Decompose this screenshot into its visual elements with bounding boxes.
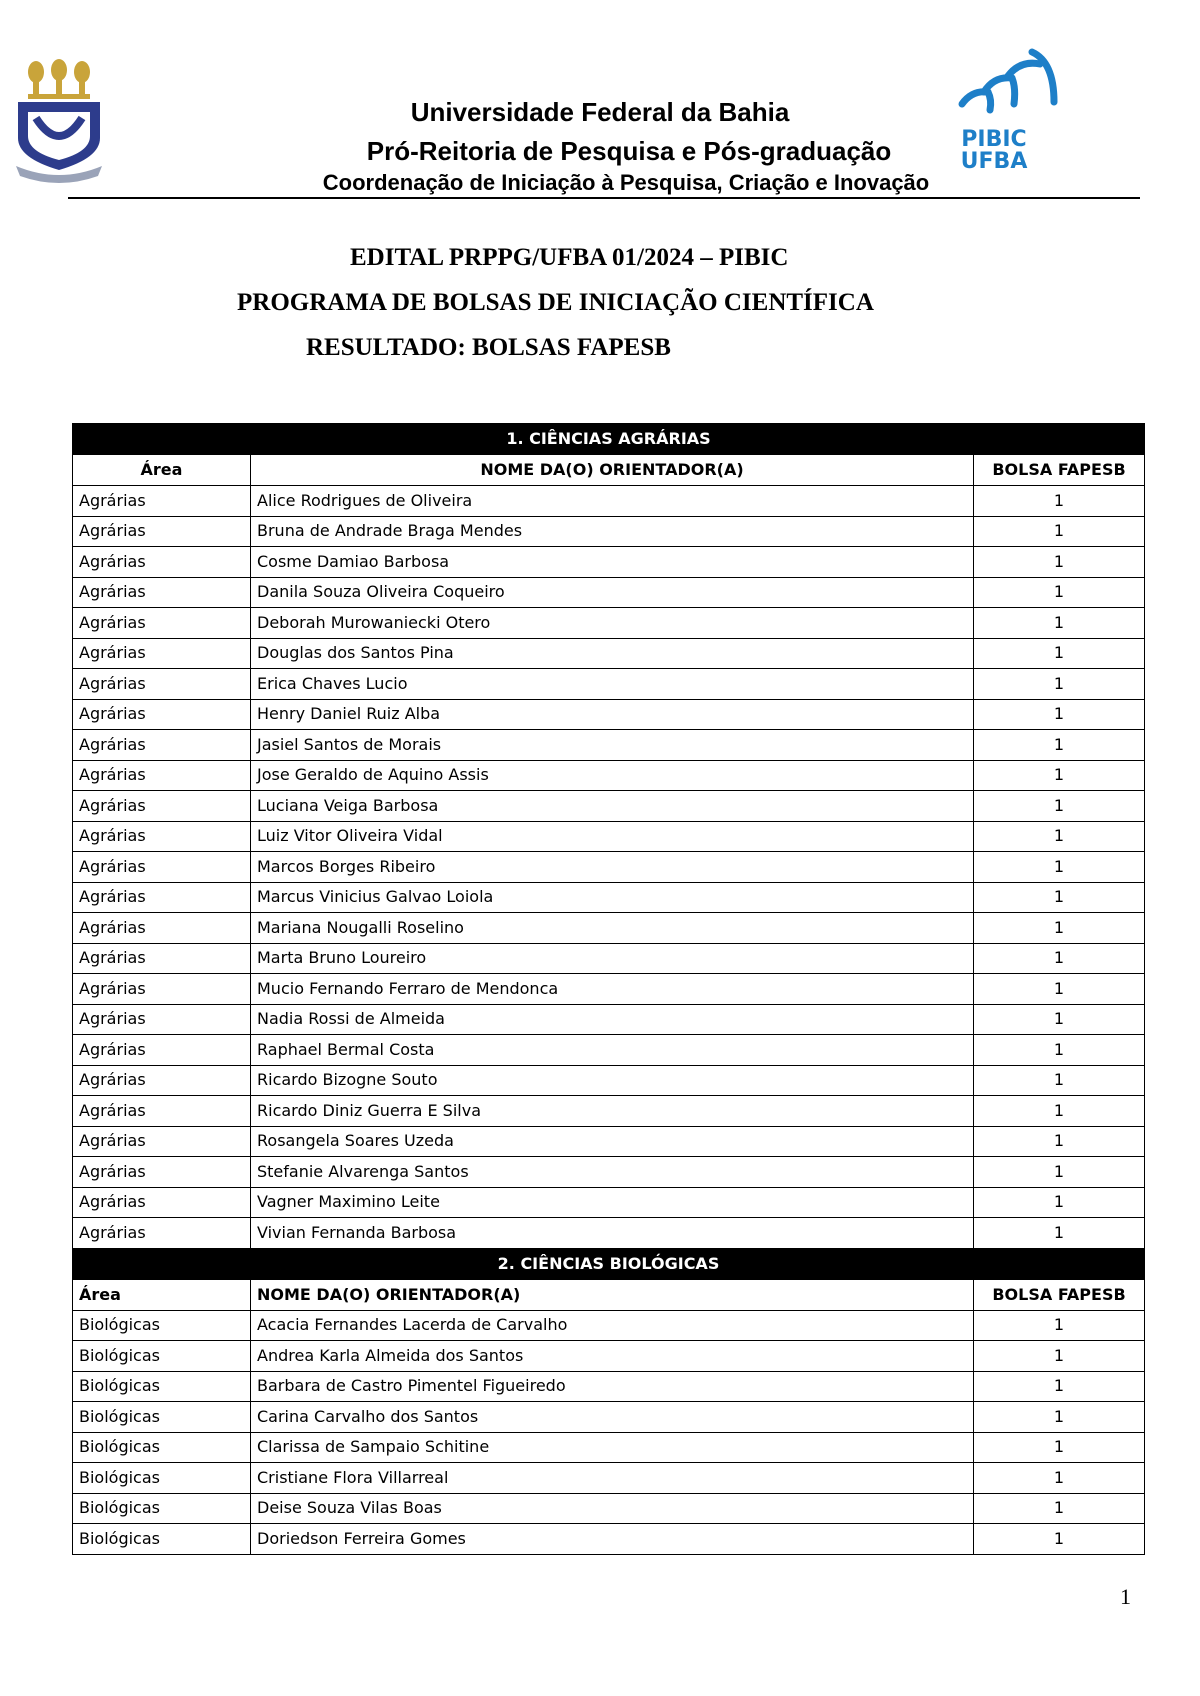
result-title: RESULTADO: BOLSAS FAPESB: [306, 334, 671, 361]
advisor-name-cell: Cosme Damiao Barbosa: [251, 547, 974, 578]
area-cell: Biológicas: [73, 1432, 251, 1463]
advisor-name-cell: Danila Souza Oliveira Coqueiro: [251, 577, 974, 608]
bolsa-count-cell: 1: [974, 1126, 1145, 1157]
advisor-name-cell: Marcus Vinicius Galvao Loiola: [251, 882, 974, 913]
area-cell: Agrárias: [73, 638, 251, 669]
bolsa-count-cell: 1: [974, 1402, 1145, 1433]
edital-title: EDITAL PRPPG/UFBA 01/2024 – PIBIC: [350, 244, 789, 271]
bolsa-count-cell: 1: [974, 577, 1145, 608]
area-cell: Agrárias: [73, 852, 251, 883]
results-table: [72, 423, 1145, 1555]
area-cell: Agrárias: [73, 1157, 251, 1188]
bolsa-count-cell: 1: [974, 669, 1145, 700]
bolsa-count-cell: 1: [974, 1004, 1145, 1035]
table-row: [73, 1432, 1145, 1463]
area-cell: Agrárias: [73, 760, 251, 791]
column-header-row: [73, 455, 1145, 486]
advisor-name-cell: Marta Bruno Loureiro: [251, 943, 974, 974]
area-cell: Agrárias: [73, 1004, 251, 1035]
bolsa-count-cell: 1: [974, 1218, 1145, 1249]
table-row: [73, 516, 1145, 547]
pro-reitoria-name: Pró-Reitoria de Pesquisa e Pós-graduação: [366, 136, 892, 166]
university-name: Universidade Federal da Bahia: [410, 97, 790, 127]
advisor-name-cell: Bruna de Andrade Braga Mendes: [251, 516, 974, 547]
table-row: [73, 1035, 1145, 1066]
bolsa-count-cell: 1: [974, 608, 1145, 639]
bolsa-count-cell: 1: [974, 1157, 1145, 1188]
table-row: [73, 1187, 1145, 1218]
area-cell: Agrárias: [73, 608, 251, 639]
area-cell: Agrárias: [73, 547, 251, 578]
area-cell: Agrárias: [73, 669, 251, 700]
bolsa-count-cell: 1: [974, 1524, 1145, 1555]
advisor-name-cell: Jasiel Santos de Morais: [251, 730, 974, 761]
advisor-name-cell: Mariana Nougalli Roselino: [251, 913, 974, 944]
column-header-bolsa: BOLSA FAPESB: [974, 455, 1145, 486]
area-cell: Agrárias: [73, 1035, 251, 1066]
advisor-name-cell: Luciana Veiga Barbosa: [251, 791, 974, 822]
bolsa-count-cell: 1: [974, 852, 1145, 883]
bolsa-count-cell: 1: [974, 943, 1145, 974]
area-cell: Agrárias: [73, 699, 251, 730]
pibic-logo-text: PIBIC: [961, 127, 1027, 152]
advisor-name-cell: Raphael Bermal Costa: [251, 1035, 974, 1066]
table-row: [73, 1524, 1145, 1555]
column-header-area: Área: [73, 455, 251, 486]
header-divider: [68, 197, 1140, 199]
table-row: [73, 974, 1145, 1005]
bolsa-count-cell: 1: [974, 791, 1145, 822]
area-cell: Biológicas: [73, 1524, 251, 1555]
advisor-name-cell: Carina Carvalho dos Santos: [251, 1402, 974, 1433]
advisor-name-cell: Deise Souza Vilas Boas: [251, 1493, 974, 1524]
area-cell: Agrárias: [73, 1065, 251, 1096]
bolsa-count-cell: 1: [974, 974, 1145, 1005]
advisor-name-cell: Douglas dos Santos Pina: [251, 638, 974, 669]
bolsa-count-cell: 1: [974, 913, 1145, 944]
bolsa-count-cell: 1: [974, 821, 1145, 852]
bolsa-count-cell: 1: [974, 1035, 1145, 1066]
pibic-ufba-logo: [932, 42, 1062, 172]
advisor-name-cell: Clarissa de Sampaio Schitine: [251, 1432, 974, 1463]
section-title: 2. CIÊNCIAS BIOLÓGICAS: [73, 1248, 1145, 1279]
table-row: [73, 1157, 1145, 1188]
bolsa-count-cell: 1: [974, 1096, 1145, 1127]
section-header-row: [73, 424, 1145, 455]
advisor-name-cell: Erica Chaves Lucio: [251, 669, 974, 700]
table-row: [73, 608, 1145, 639]
table-row: [73, 1096, 1145, 1127]
bolsa-count-cell: 1: [974, 882, 1145, 913]
advisor-name-cell: Barbara de Castro Pimentel Figueiredo: [251, 1371, 974, 1402]
section-header-row: [73, 1248, 1145, 1279]
area-cell: Agrárias: [73, 486, 251, 517]
advisor-name-cell: Nadia Rossi de Almeida: [251, 1004, 974, 1035]
advisor-name-cell: Deborah Murowaniecki Otero: [251, 608, 974, 639]
table-row: [73, 730, 1145, 761]
program-title: PROGRAMA DE BOLSAS DE INICIAÇÃO CIENTÍFICA: [237, 289, 874, 316]
page-number: 1: [1120, 1584, 1131, 1609]
advisor-name-cell: Luiz Vitor Oliveira Vidal: [251, 821, 974, 852]
advisor-name-cell: Cristiane Flora Villarreal: [251, 1463, 974, 1494]
ufba-logo-text: UFBA: [960, 149, 1028, 172]
advisor-name-cell: Henry Daniel Ruiz Alba: [251, 699, 974, 730]
area-cell: Agrárias: [73, 577, 251, 608]
table-row: [73, 913, 1145, 944]
advisor-name-cell: Jose Geraldo de Aquino Assis: [251, 760, 974, 791]
area-cell: Agrárias: [73, 1218, 251, 1249]
area-cell: Agrárias: [73, 516, 251, 547]
column-header-bolsa: BOLSA FAPESB: [974, 1279, 1145, 1310]
column-header-name: NOME DA(O) ORIENTADOR(A): [251, 1279, 974, 1310]
bolsa-count-cell: 1: [974, 1310, 1145, 1341]
table-row: [73, 1004, 1145, 1035]
bolsa-count-cell: 1: [974, 638, 1145, 669]
table-row: [73, 699, 1145, 730]
table-row: [73, 1218, 1145, 1249]
area-cell: Agrárias: [73, 730, 251, 761]
area-cell: Agrárias: [73, 943, 251, 974]
area-cell: Agrárias: [73, 913, 251, 944]
table-row: [73, 1065, 1145, 1096]
coordenacao-name: Coordenação de Iniciação à Pesquisa, Criação e Inovação: [322, 170, 930, 195]
area-cell: Agrárias: [73, 1187, 251, 1218]
table-row: [73, 882, 1145, 913]
advisor-name-cell: Andrea Karla Almeida dos Santos: [251, 1341, 974, 1372]
bolsa-count-cell: 1: [974, 547, 1145, 578]
document-header: [0, 0, 1200, 205]
section-title: 1. CIÊNCIAS AGRÁRIAS: [73, 424, 1145, 455]
table-row: [73, 547, 1145, 578]
table-row: [73, 669, 1145, 700]
bolsa-count-cell: 1: [974, 486, 1145, 517]
area-cell: Agrárias: [73, 791, 251, 822]
area-cell: Biológicas: [73, 1341, 251, 1372]
bolsa-count-cell: 1: [974, 699, 1145, 730]
bolsa-count-cell: 1: [974, 760, 1145, 791]
table-row: [73, 1463, 1145, 1494]
area-cell: Biológicas: [73, 1371, 251, 1402]
table-row: [73, 1402, 1145, 1433]
area-cell: Biológicas: [73, 1402, 251, 1433]
table-row: [73, 577, 1145, 608]
table-row: [73, 760, 1145, 791]
advisor-name-cell: Marcos Borges Ribeiro: [251, 852, 974, 883]
area-cell: Agrárias: [73, 1096, 251, 1127]
area-cell: Agrárias: [73, 882, 251, 913]
advisor-name-cell: Ricardo Diniz Guerra E Silva: [251, 1096, 974, 1127]
area-cell: Agrárias: [73, 1126, 251, 1157]
bolsa-count-cell: 1: [974, 1463, 1145, 1494]
table-row: [73, 791, 1145, 822]
table-row: [73, 1341, 1145, 1372]
bolsa-count-cell: 1: [974, 1432, 1145, 1463]
table-row: [73, 821, 1145, 852]
bolsa-count-cell: 1: [974, 1187, 1145, 1218]
table-row: [73, 1493, 1145, 1524]
bolsa-count-cell: 1: [974, 1493, 1145, 1524]
column-header-name: NOME DA(O) ORIENTADOR(A): [251, 455, 974, 486]
advisor-name-cell: Vivian Fernanda Barbosa: [251, 1218, 974, 1249]
advisor-name-cell: Doriedson Ferreira Gomes: [251, 1524, 974, 1555]
advisor-name-cell: Stefanie Alvarenga Santos: [251, 1157, 974, 1188]
advisor-name-cell: Vagner Maximino Leite: [251, 1187, 974, 1218]
advisor-name-cell: Ricardo Bizogne Souto: [251, 1065, 974, 1096]
advisor-name-cell: Acacia Fernandes Lacerda de Carvalho: [251, 1310, 974, 1341]
bolsa-count-cell: 1: [974, 1341, 1145, 1372]
table-row: [73, 486, 1145, 517]
table-row: [73, 638, 1145, 669]
advisor-name-cell: Rosangela Soares Uzeda: [251, 1126, 974, 1157]
table-row: [73, 943, 1145, 974]
bolsa-count-cell: 1: [974, 516, 1145, 547]
column-header-area: Área: [73, 1279, 251, 1310]
advisor-name-cell: Mucio Fernando Ferraro de Mendonca: [251, 974, 974, 1005]
bolsa-count-cell: 1: [974, 1371, 1145, 1402]
column-header-row: [73, 1279, 1145, 1310]
table-row: [73, 1371, 1145, 1402]
advisor-name-cell: Alice Rodrigues de Oliveira: [251, 486, 974, 517]
table-row: [73, 1310, 1145, 1341]
area-cell: Agrárias: [73, 821, 251, 852]
area-cell: Biológicas: [73, 1310, 251, 1341]
table-row: [73, 1126, 1145, 1157]
area-cell: Biológicas: [73, 1463, 251, 1494]
bolsa-count-cell: 1: [974, 1065, 1145, 1096]
table-row: [73, 852, 1145, 883]
area-cell: Agrárias: [73, 974, 251, 1005]
bolsa-count-cell: 1: [974, 730, 1145, 761]
area-cell: Biológicas: [73, 1493, 251, 1524]
